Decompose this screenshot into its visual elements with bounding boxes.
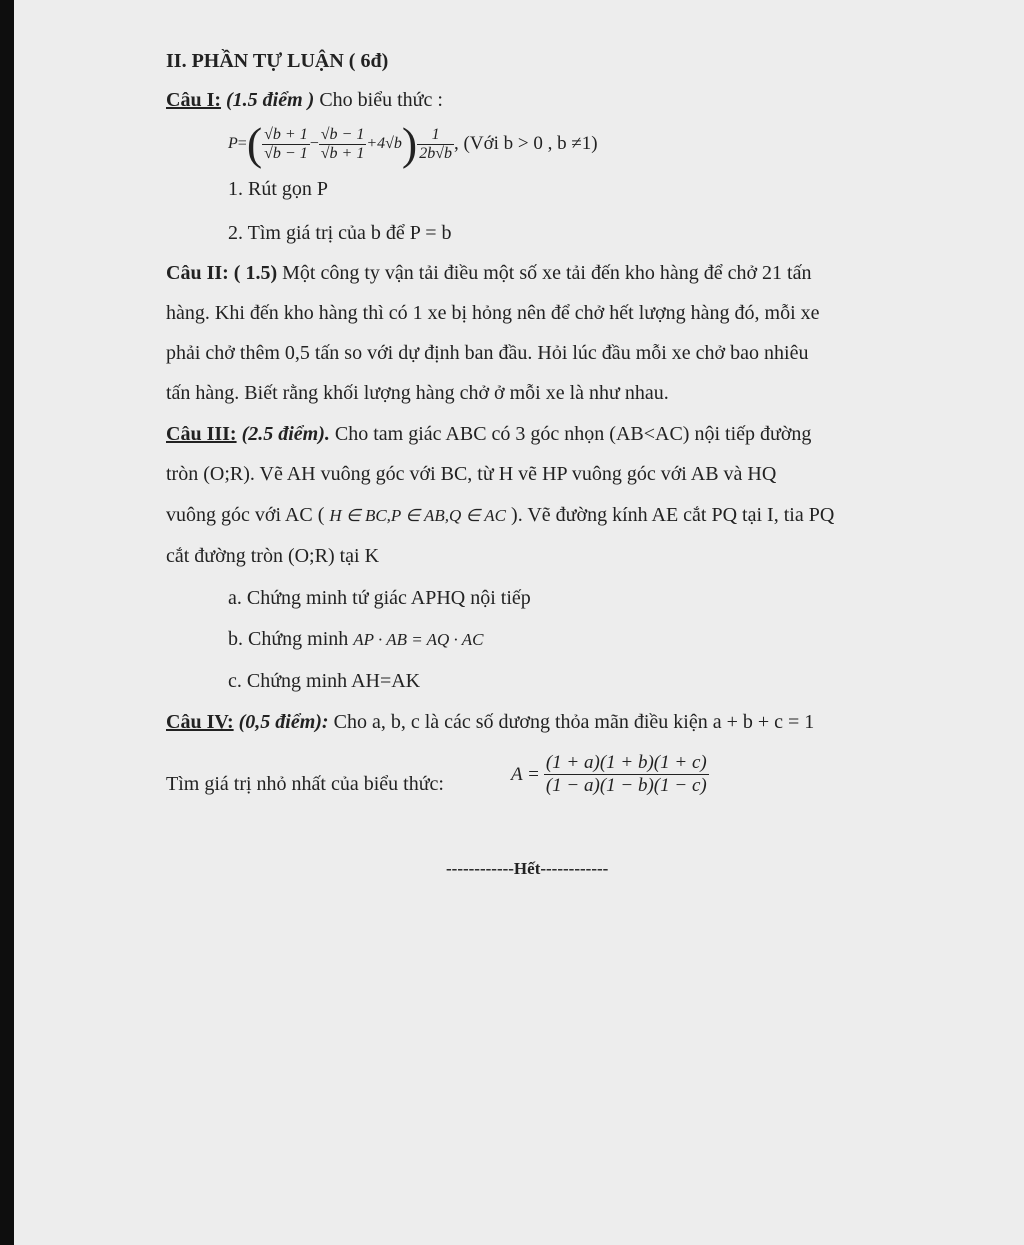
- q3-item-b: b. Chứng minh AP · AB = AQ · AC: [228, 628, 484, 650]
- q3-item-c: c. Chứng minh AH=AK: [228, 670, 421, 692]
- minus-sign: −: [309, 135, 319, 152]
- fraction-3: $\frac{1}{2b√b}$: [419, 125, 453, 162]
- q1-heading: [166, 89, 443, 112]
- q3-item-a: a. Chứng minh tứ giác APHQ nội tiếp: [228, 587, 531, 609]
- q4-label: Câu IV:: [166, 711, 234, 733]
- right-paren: ): [401, 118, 418, 169]
- q1-points: (1.5 điểm ): [226, 89, 315, 111]
- q2-points: ( 1.5): [233, 262, 278, 284]
- exam-paper: [14, 0, 1024, 1245]
- q4-formula: [511, 752, 709, 797]
- q3-line-4: cắt đường tròn (O;R) tại K: [166, 545, 380, 567]
- q4-line-1: Câu IV: (0,5 điểm): Cho a, b, c là các số dương thỏa mãn điều kiện a + b + c = 1: [166, 711, 815, 733]
- q2-line-3: phải chở thêm 0,5 tấn so với dự định ban đầu. Hỏi lúc đầu mỗi xe chở bao nhiêu: [166, 342, 809, 364]
- plus-term: +4√b: [366, 135, 402, 152]
- section-title: II. PHẦN TỰ LUẬN ( 6đ): [166, 50, 389, 72]
- q4-formula-lhs: A =: [511, 763, 540, 785]
- fraction-1: $\frac{√b + 1}{√b - 1}$: [264, 125, 308, 162]
- q3-points: (2.5 điểm).: [241, 423, 330, 445]
- q4-points: (0,5 điểm):: [238, 711, 329, 733]
- q2-line-1: Câu II: ( 1.5) Một công ty vận tải điều một số xe tải đến kho hàng để chở 21 tấn: [166, 262, 812, 284]
- q1-item-2: 2. Tìm giá trị của b để P = b: [228, 222, 452, 244]
- q4-line-2: Tìm giá trị nhỏ nhất của biểu thức:: [166, 773, 444, 795]
- fraction-2: $\frac{√b - 1}{√b + 1}$: [320, 125, 365, 162]
- q3-line-2: tròn (O;R). Vẽ AH vuông góc với BC, từ H vẽ HP vuông góc với AB và HQ: [166, 463, 777, 485]
- q2-line-4: tấn hàng. Biết rằng khối lượng hàng chở ở mỗi xe là như nhau.: [166, 382, 669, 404]
- q2-line-2: hàng. Khi đến kho hàng thì có 1 xe bị hỏng nên để chở hết lượng hàng đó, mỗi xe: [166, 302, 820, 324]
- formula-eq: =: [237, 135, 247, 152]
- formula-lhs: P: [228, 135, 238, 152]
- left-paren: (: [246, 118, 263, 169]
- q4-fraction: $\frac{(1 + a)(1 + b)(1 + c)}{(1 - a)(1 - b)(1 - c)}$: [545, 752, 707, 796]
- end-marker: ------------Hết------------: [446, 859, 609, 878]
- q1-item-1: 1. Rút gọn P: [228, 178, 329, 200]
- q1-formula: [228, 114, 598, 174]
- q3-line-1: Câu III: (2.5 điểm). Cho tam giác ABC có 3 góc nhọn (AB<AC) nội tiếp đường: [166, 423, 812, 445]
- q3-line-3: vuông góc với AC ( H ∈ BC,P ∈ AB,Q ∈ AC ). Vẽ đường kính AE cắt PQ tại I, tia PQ: [166, 504, 835, 526]
- q3-label: Câu III:: [166, 423, 237, 445]
- formula-condition: , (Với b > 0 , b ≠1): [454, 133, 598, 154]
- q1-intro: Cho biểu thức :: [319, 89, 443, 111]
- q2-label: Câu II:: [166, 262, 229, 284]
- q1-label: Câu I:: [166, 89, 222, 111]
